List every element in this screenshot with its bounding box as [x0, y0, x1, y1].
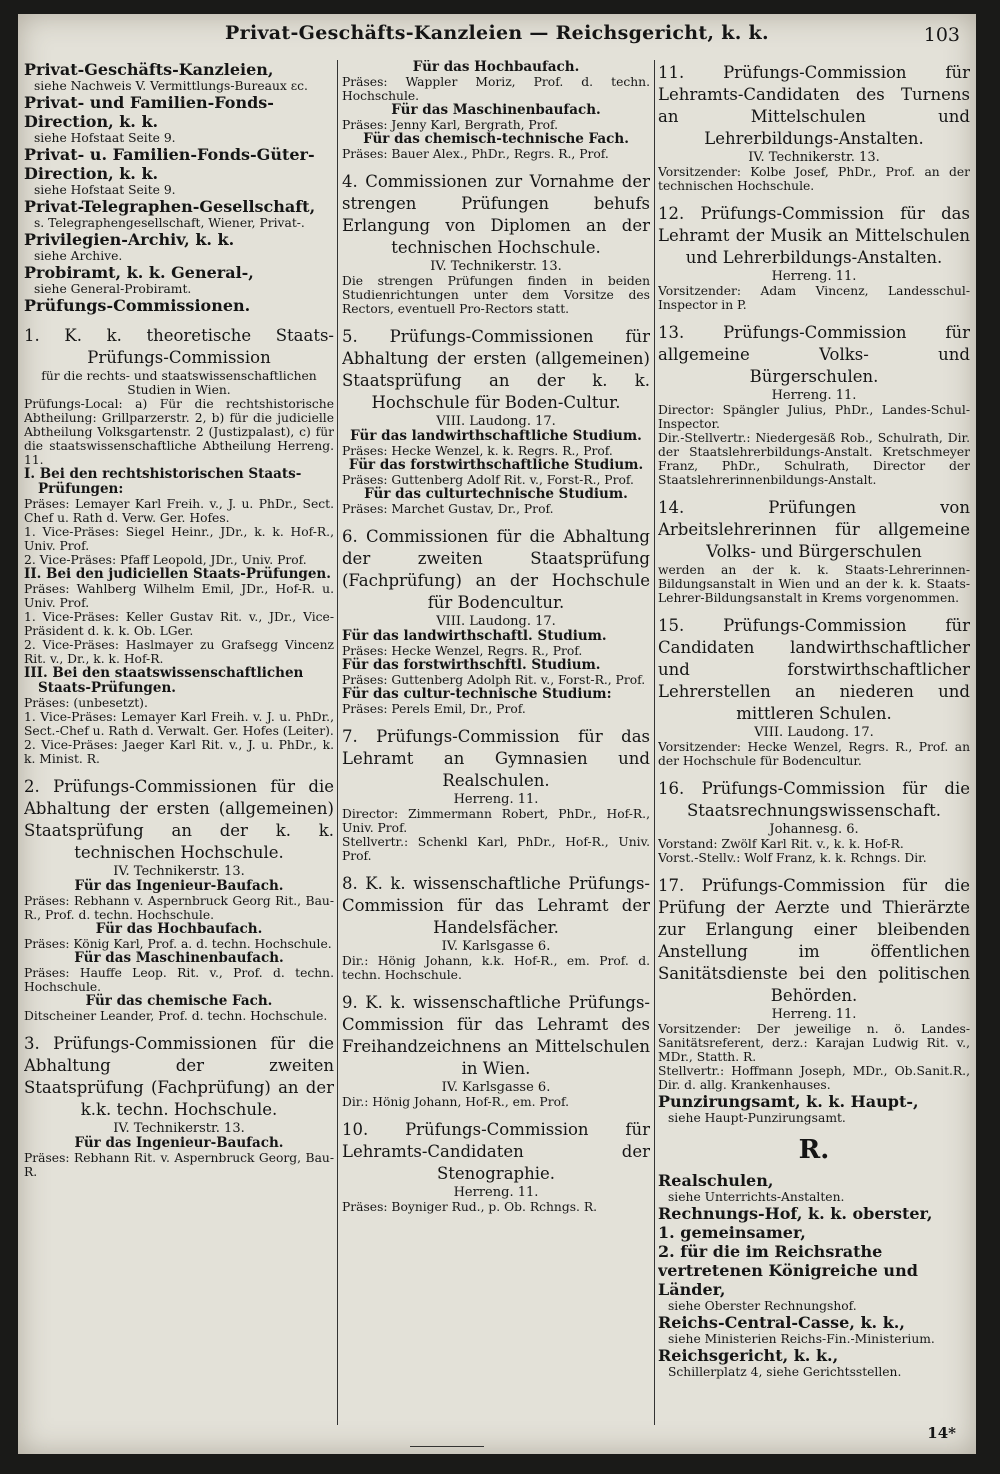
entry-text: Vorsitzender: Hecke Wenzel, Regrs. R., Prof. an der Hochschule für Bodencultur. [658, 740, 970, 768]
reference-text: siehe Nachweis V. Vermittlungs-Bureaux ɛc. [34, 79, 308, 93]
address: Herreng. 11. [771, 1007, 857, 1022]
subsection-heading: Für das Ingenieur-Baufach. [74, 1135, 284, 1151]
entry-text: Stellvertr.: Schenkl Karl, PhDr., Hof-R., Univ. Prof. [342, 835, 650, 863]
subsection-heading: Für das Ingenieur-Baufach. [74, 878, 284, 894]
address: Herreng. 11. [453, 1185, 539, 1200]
subsection-heading: II. Bei den judiciellen Staats-Prüfungen. [24, 566, 331, 582]
entry-text: Vorsitzender: Der jeweilige n. ö. Landes-Sanitätsreferent, derz.: Karajan Ludwig Rit. v., MDr., Statth. R. [658, 1022, 970, 1064]
reference-text: siehe Hofstaat Seite 9. [34, 131, 176, 145]
address: VIII. Laudong. 17. [754, 725, 874, 740]
entry-text: Präses: Lemayer Karl Freih. v., J. u. PhDr., Sect. Chef u. Rath d. Verw. Ger. Hofes. [24, 497, 334, 525]
entry-text: 1. Vice-Präses: Keller Gustav Rit. v., JDr., Vice-Präsident d. k. k. Ob. LGer. [24, 610, 334, 638]
subsection-heading: Für das chemisch-technische Fach. [363, 131, 629, 147]
commission-heading: 15. Prüfungs-Commission für Candidaten landwirthschaftlicher und forstwirthschaftlicher Lehrerstellen an niederen und mittleren Schulen. [658, 616, 970, 723]
commission-heading: 10. Prüfungs-Commission für Lehramts-Candidaten der Stenographie. [342, 1120, 650, 1183]
subsection-heading: Für das Hochbaufach. [95, 921, 263, 937]
entry-heading: Privat-Telegraphen-Gesellschaft, [24, 197, 316, 216]
page-header [18, 22, 976, 56]
entry-heading: Privat-Geschäfts-Kanzleien, [24, 60, 274, 79]
subsection-heading: Für das Maschinenbaufach. [391, 102, 601, 118]
entry-text: Vorstand: Zwölf Karl Rit. v., k. k. Hof-R. [658, 837, 904, 851]
commission-heading: 7. Prüfungs-Commission für das Lehramt an Gymnasien und Realschulen. [342, 727, 650, 790]
column-right [658, 60, 970, 1379]
page-number: 103 [923, 24, 960, 46]
entry-heading: Privat- und Familien-Fonds-Direction, k. k. [24, 93, 274, 131]
address: Herreng. 11. [453, 792, 539, 807]
entry-text: Präses: Guttenberg Adolph Rit. v., Forst-R., Prof. [342, 673, 646, 687]
entry-text: 1. Vice-Präses: Siegel Heinr., JDr., k. k. Hof-R., Univ. Prof. [24, 525, 334, 553]
entry-heading: Realschulen, [658, 1171, 774, 1190]
entry-text: Präses: Rebhann Rit. v. Aspernbruck Georg, Bau-R. [24, 1151, 334, 1179]
entry-text: Präses: Rebhann v. Aspernbruck Georg Rit., Bau-R., Prof. d. techn. Hochschule. [24, 894, 334, 922]
entry-text: Dir.: Hönig Johann, Hof-R., em. Prof. [342, 1095, 569, 1109]
reference-text: siehe Oberster Rechnungshof. [668, 1299, 857, 1313]
book-page [18, 14, 976, 1454]
entry-text: Präses: Hecke Wenzel, k. k. Regrs. R., Prof. [342, 444, 613, 458]
entry-text: Präses: Jenny Karl, Bergrath, Prof. [342, 118, 559, 132]
subsection-heading: Für das Maschinenbaufach. [74, 950, 284, 966]
entry-text: 2. Vice-Präses: Pfaff Leopold, JDr., Univ. Prof. [24, 553, 307, 567]
entry-text: Präses: Boyniger Rud., p. Ob. Rchngs. R. [342, 1200, 597, 1214]
entry-text: Präses: Hecke Wenzel, Regrs. R., Prof. [342, 644, 583, 658]
commission-heading: 17. Prüfungs-Commission für die Prüfung der Aerzte und Thierärzte zur Erlangung einer bleibenden Anstellung im öffentlichen Sanitätsdienste bei den politischen Behörden. [658, 876, 970, 1005]
commission-heading: 12. Prüfungs-Commission für das Lehramt der Musik an Mittelschulen und Lehrerbildungs-Anstalten. [658, 204, 970, 267]
entry-heading: Privilegien-Archiv, k. k. [24, 230, 235, 249]
entry-text: Stellvertr.: Hoffmann Joseph, MDr., Ob.Sanit.R., Dir. d. allg. Krankenhauses. [658, 1064, 970, 1092]
entry-heading: Privat- u. Familien-Fonds-Güter-Direction, k. k. [24, 145, 315, 183]
commission-heading: 5. Prüfungs-Commissionen für Abhaltung der ersten (allgemeinen) Staatsprüfung an der k. k. Hochschule für Boden-Cultur. [342, 327, 650, 412]
subsection-heading: Für das cultur-technische Studium: [342, 686, 612, 702]
address: Johannesg. 6. [769, 822, 859, 837]
column-divider [654, 60, 655, 1425]
address: IV. Technikerstr. 13. [430, 259, 562, 274]
subsection-heading: Für das landwirthschaftliche Studium. [350, 428, 642, 444]
reference-text: siehe Hofstaat Seite 9. [34, 183, 176, 197]
entry-text: Dir.: Hönig Johann, k.k. Hof-R., em. Prof. d. techn. Hochschule. [342, 954, 650, 982]
entry-text: Präses: Guttenberg Adolf Rit. v., Forst-R., Prof. [342, 473, 634, 487]
reference-text: siehe Archive. [34, 249, 123, 263]
commission-heading: 13. Prüfungs-Commission für allgemeine Volks- und Bürgerschulen. [658, 323, 970, 386]
entry-heading: Reichsgericht, k. k., [658, 1346, 839, 1365]
address: VIII. Laudong. 17. [436, 614, 556, 629]
address: VIII. Laudong. 17. [436, 414, 556, 429]
entry-heading: Prüfungs-Commissionen. [24, 296, 251, 315]
entry-text: Präses: (unbesetzt). [24, 696, 148, 710]
column-middle [342, 60, 650, 1214]
commission-heading: 9. K. k. wissenschaftliche Prüfungs-Commission für das Lehramt des Freihandzeichnens an Mittelschulen in Wien. [342, 993, 650, 1078]
running-head: Privat-Geschäfts-Kanzleien — Reichsgericht, k. k. [225, 22, 769, 44]
entry-heading: Probiramt, k. k. General-, [24, 263, 254, 282]
entry-text: Dir.-Stellvertr.: Niedergesäß Rob., Schulrath, Dir. der Staatslehrerbildungs-Anstalt. Kretschmeyer Franz, PhDr., Schulrath, Director der Staatslehrerinnenbildungs-Anstalt. [658, 431, 970, 487]
address: IV. Technikerstr. 13. [113, 1121, 245, 1136]
commission-heading: 1. K. k. theoretische Staats-Prüfungs-Commission [24, 326, 334, 367]
commission-heading: 6. Commissionen für die Abhaltung der zweiten Staatsprüfung (Fachprüfung) an der Hochschule für Bodencultur. [342, 527, 650, 612]
entry-text: Vorst.-Stellv.: Wolf Franz, k. k. Rchngs. Dir. [658, 851, 927, 865]
reference-text: Schillerplatz 4, siehe Gerichtsstellen. [668, 1365, 902, 1379]
commission-heading: 8. K. k. wissenschaftliche Prüfungs-Commission für das Lehramt der Handelsfächer. [342, 874, 650, 937]
entry-heading: Reichs-Central-Casse, k. k., [658, 1313, 905, 1332]
entry-text: Ditscheiner Leander, Prof. d. techn. Hochschule. [24, 1009, 328, 1023]
entry-text: Vorsitzender: Kolbe Josef, PhDr., Prof. an der technischen Hochschule. [658, 165, 970, 193]
entry-text: Director: Zimmermann Robert, PhDr., Hof-R., Univ. Prof. [342, 807, 650, 835]
entry-text: Präses: Bauer Alex., PhDr., Regrs. R., Prof. [342, 147, 609, 161]
entry-text: 2. Vice-Präses: Jaeger Karl Rit. v., J. u. PhDr., k. k. Minist. R. [24, 738, 334, 766]
subsection-heading: Für das forstwirthschaftliche Studium. [348, 457, 644, 473]
commission-heading: 14. Prüfungen von Arbeitslehrerinnen für allgemeine Volks- und Bürgerschulen [658, 498, 970, 561]
entry-text: Präses: Wahlberg Wilhelm Emil, JDr., Hof-R. u. Univ. Prof. [24, 582, 334, 610]
entry-text: Director: Spängler Julius, PhDr., Landes-Schul-Inspector. [658, 403, 970, 431]
commission-heading: 4. Commissionen zur Vornahme der strengen Prüfungen behufs Erlangung von Diplomen an der technischen Hochschule. [342, 172, 650, 257]
subsection-heading: Für das landwirthschaftl. Studium. [342, 628, 607, 644]
entry-text: Prüfungs-Local: a) Für die rechtshistorische Abtheilung: Grillparzerstr. 2, b) für die judicielle Abtheilung Volksgartenstr. 2 (Justizpalast), c) für die staatswissenschaftliche Abtheilung Herreng. 11. [24, 397, 334, 467]
entry-text: für die rechts- und staatswissenschaftlichen Studien in Wien. [41, 369, 317, 397]
address: IV. Karlsgasse 6. [441, 1080, 551, 1095]
entry-text: werden an der k. k. Staats-Lehrerinnen-Bildungsanstalt in Wien und an der k. k. Staats-Lehrer-Bildungsanstalt in Krems vorgenommen. [658, 563, 970, 605]
entry-text: 2. Vice-Präses: Haslmayer zu Grafsegg Vincenz Rit. v., Dr., k. k. Hof-R. [24, 638, 334, 666]
section-letter: R. [798, 1135, 830, 1165]
entry-heading: Punzirungsamt, k. k. Haupt-, [658, 1092, 919, 1111]
signature-mark: 14* [927, 1424, 956, 1442]
subsection-heading: III. Bei den staatswissenschaftlichen Staats-Prüfungen. [24, 665, 304, 696]
entry-text: Präses: König Karl, Prof. a. d. techn. Hochschule. [24, 937, 332, 951]
commission-heading: 3. Prüfungs-Commissionen für die Abhaltung der zweiten Staatsprüfung (Fachprüfung) an der k.k. techn. Hochschule. [24, 1034, 334, 1119]
address: Herreng. 11. [771, 388, 857, 403]
reference-text: s. Telegraphengesellschaft, Wiener, Privat-. [34, 216, 305, 230]
commission-heading: 16. Prüfungs-Commission für die Staatsrechnungswissenschaft. [658, 779, 970, 820]
subsection-heading: Für das forstwirthschftl. Studium. [342, 657, 601, 673]
entry-text: Präses: Perels Emil, Dr., Prof. [342, 702, 526, 716]
column-left [24, 60, 334, 1179]
subsection-heading: Für das chemische Fach. [85, 993, 273, 1009]
footer-rule [410, 1446, 484, 1447]
address: Herreng. 11. [771, 269, 857, 284]
entry-text: Vorsitzender: Adam Vincenz, Landesschul-Inspector in P. [658, 284, 970, 312]
subsection-heading: Für das culturtechnische Studium. [364, 486, 628, 502]
entry-text: Präses: Hauffe Leop. Rit. v., Prof. d. techn. Hochschule. [24, 966, 334, 994]
subsection-heading: Für das Hochbaufach. [412, 60, 580, 75]
entry-heading: Rechnungs-Hof, k. k. oberster, [658, 1204, 933, 1223]
entry-text: 1. Vice-Präses: Lemayer Karl Freih. v. J. u. PhDr., Sect.-Chef u. Rath d. Verwalt. Ger. Hofes (Leiter). [24, 710, 334, 738]
column-divider [337, 60, 338, 1425]
address: IV. Karlsgasse 6. [441, 939, 551, 954]
commission-heading: 2. Prüfungs-Commissionen für die Abhaltung der ersten (allgemeinen) Staatsprüfung an der k. k. technischen Hochschule. [24, 777, 334, 862]
reference-text: siehe General-Probiramt. [34, 282, 192, 296]
entry-heading: 2. für die im Reichsrathe vertretenen Königreiche und Länder, [658, 1242, 918, 1299]
address: IV. Technikerstr. 13. [113, 864, 245, 879]
address: IV. Technikerstr. 13. [748, 150, 880, 165]
entry-text: Präses: Wappler Moriz, Prof. d. techn. Hochschule. [342, 75, 650, 103]
reference-text: siehe Unterrichts-Anstalten. [668, 1190, 845, 1204]
entry-text: Präses: Marchet Gustav, Dr., Prof. [342, 502, 554, 516]
subsection-heading: I. Bei den rechtshistorischen Staats-Prüfungen: [24, 466, 302, 497]
entry-text: Die strengen Prüfungen finden in beiden Studienrichtungen unter dem Vorsitze des Rectors, eventuell Pro-Rectors statt. [342, 274, 650, 316]
commission-heading: 11. Prüfungs-Commission für Lehramts-Candidaten des Turnens an Mittelschulen und Lehrerbildungs-Anstalten. [658, 63, 970, 148]
reference-text: siehe Ministerien Reichs-Fin.-Ministerium. [668, 1332, 935, 1346]
reference-text: siehe Haupt-Punzirungsamt. [668, 1111, 846, 1125]
entry-heading: 1. gemeinsamer, [658, 1223, 806, 1242]
